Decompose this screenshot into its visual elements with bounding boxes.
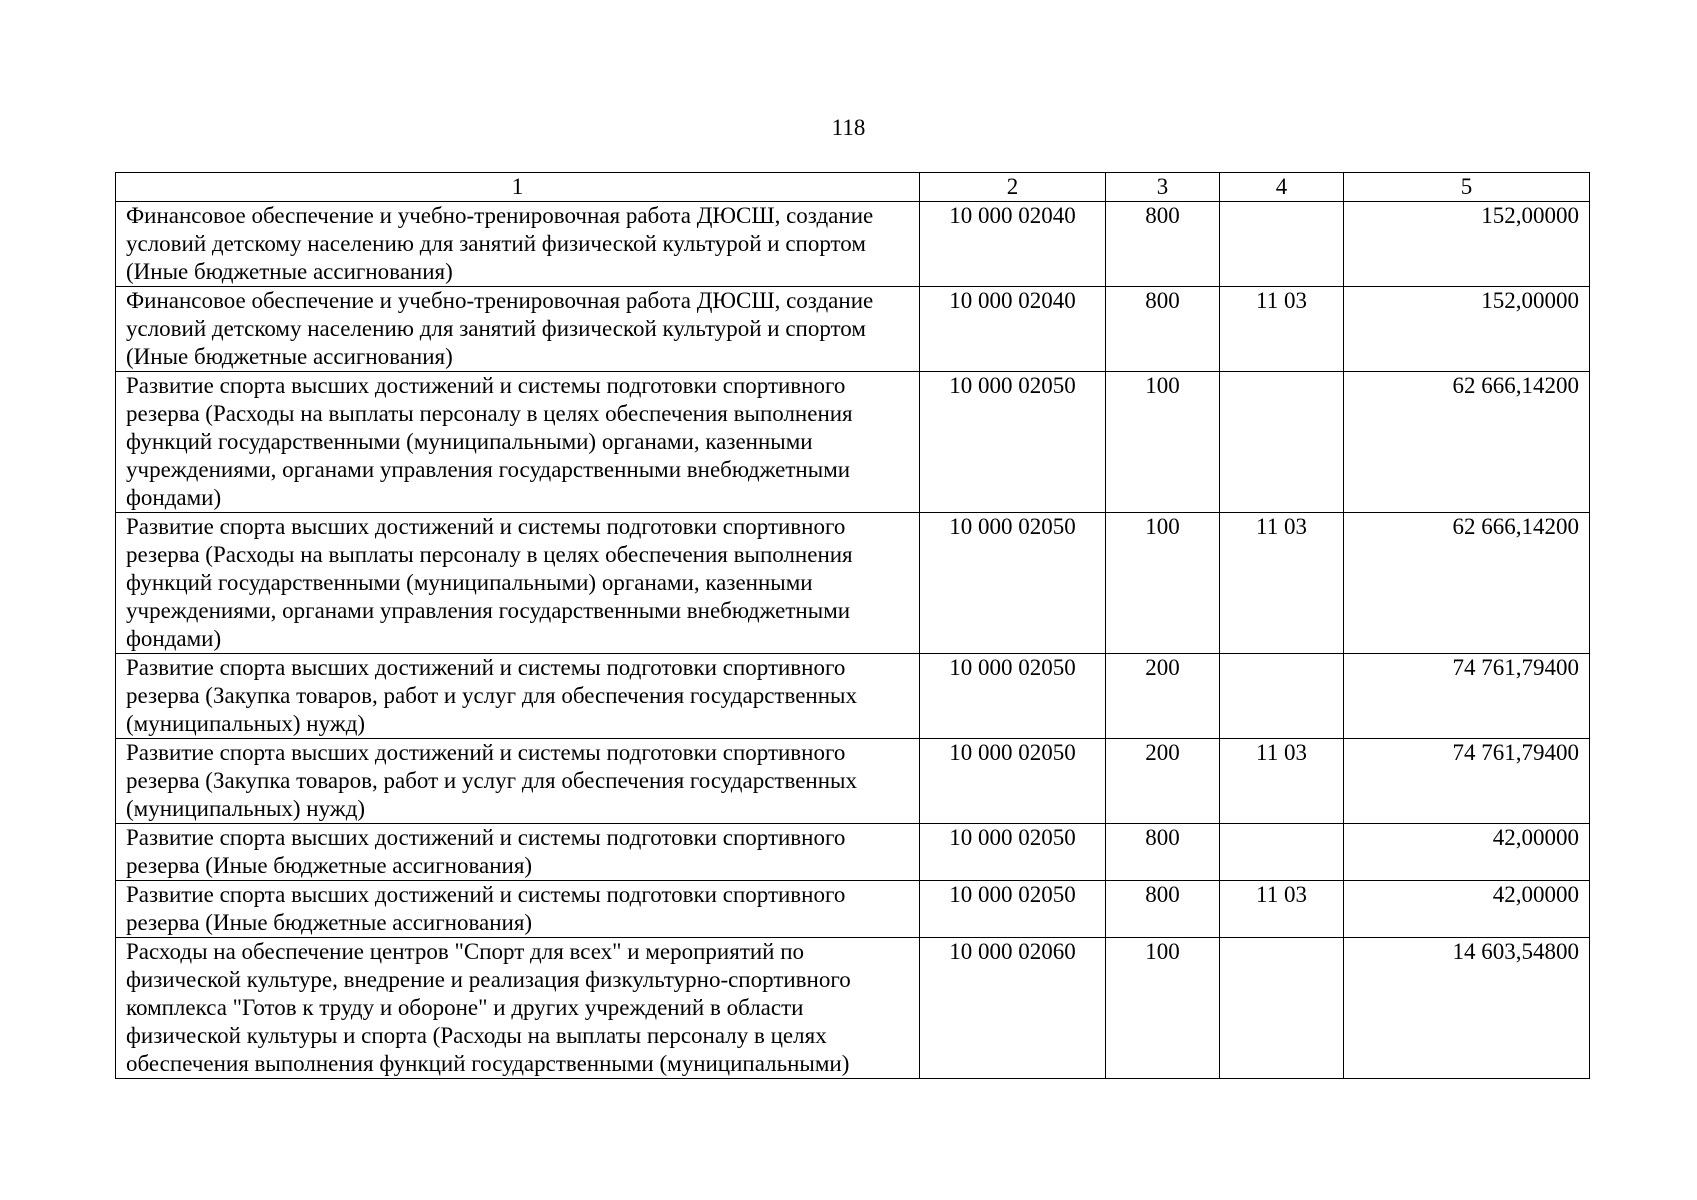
row-description: Финансовое обеспечение и учебно-тренировочная работа ДЮСШ, создание условий детскому населению для занятий физической культурой и спортом (Иные бюджетные ассигнования) bbox=[116, 202, 920, 287]
row-expense-type: 200 bbox=[1106, 654, 1220, 739]
header-row bbox=[116, 173, 1590, 202]
table-row bbox=[116, 513, 1590, 654]
column-header-5: 5 bbox=[1344, 173, 1590, 202]
row-target-code: 10 000 02050 bbox=[920, 824, 1106, 881]
row-description: Развитие спорта высших достижений и системы подготовки спортивного резерва (Расходы на выплаты персоналу в целях обеспечения выполнения функций государственными (муниципальными) органами, казенными учреждениями, органами управления государственными внебюджетными фондами) bbox=[116, 372, 920, 513]
row-expense-type: 100 bbox=[1106, 372, 1220, 513]
page-number: 118 bbox=[831, 115, 866, 140]
row-expense-type: 200 bbox=[1106, 739, 1220, 824]
row-description: Расходы на обеспечение центров "Спорт для всех" и мероприятий по физической культуре, внедрение и реализация физкультурно-спортивного комплекса "Готов к труду и обороне" и других учреждений в области физической культуры и спорта (Расходы на выплаты персоналу в целях обеспечения выполнения функций государственными (муниципальными) bbox=[116, 938, 920, 1079]
table-row bbox=[116, 881, 1590, 938]
row-description: Развитие спорта высших достижений и системы подготовки спортивного резерва (Иные бюджетные ассигнования) bbox=[116, 881, 920, 938]
table-row bbox=[116, 938, 1590, 1079]
row-section: 11 03 bbox=[1220, 513, 1344, 654]
row-target-code: 10 000 02060 bbox=[920, 938, 1106, 1079]
row-section: 11 03 bbox=[1220, 287, 1344, 372]
table-row bbox=[116, 739, 1590, 824]
row-section: 11 03 bbox=[1220, 739, 1344, 824]
row-amount: 42,00000 bbox=[1344, 881, 1590, 938]
column-header-3: 3 bbox=[1106, 173, 1220, 202]
row-amount: 74 761,79400 bbox=[1344, 654, 1590, 739]
budget-table bbox=[115, 172, 1590, 1079]
row-target-code: 10 000 02050 bbox=[920, 881, 1106, 938]
row-expense-type: 800 bbox=[1106, 881, 1220, 938]
row-description: Развитие спорта высших достижений и системы подготовки спортивного резерва (Расходы на выплаты персоналу в целях обеспечения выполнения функций государственными (муниципальными) органами, казенными учреждениями, органами управления государственными внебюджетными фондами) bbox=[116, 513, 920, 654]
row-section bbox=[1220, 372, 1344, 513]
row-description: Финансовое обеспечение и учебно-тренировочная работа ДЮСШ, создание условий детскому населению для занятий физической культурой и спортом (Иные бюджетные ассигнования) bbox=[116, 287, 920, 372]
row-expense-type: 800 bbox=[1106, 287, 1220, 372]
row-description: Развитие спорта высших достижений и системы подготовки спортивного резерва (Закупка товаров, работ и услуг для обеспечения государственных (муниципальных) нужд) bbox=[116, 654, 920, 739]
column-header-4: 4 bbox=[1220, 173, 1344, 202]
row-amount: 74 761,79400 bbox=[1344, 739, 1590, 824]
row-target-code: 10 000 02050 bbox=[920, 372, 1106, 513]
row-amount: 42,00000 bbox=[1344, 824, 1590, 881]
row-section: 11 03 bbox=[1220, 881, 1344, 938]
table-row bbox=[116, 654, 1590, 739]
row-description: Развитие спорта высших достижений и системы подготовки спортивного резерва (Иные бюджетные ассигнования) bbox=[116, 824, 920, 881]
row-amount: 14 603,54800 bbox=[1344, 938, 1590, 1079]
row-expense-type: 100 bbox=[1106, 938, 1220, 1079]
row-expense-type: 800 bbox=[1106, 824, 1220, 881]
row-expense-type: 100 bbox=[1106, 513, 1220, 654]
row-target-code: 10 000 02050 bbox=[920, 739, 1106, 824]
row-target-code: 10 000 02050 bbox=[920, 654, 1106, 739]
row-target-code: 10 000 02040 bbox=[920, 287, 1106, 372]
row-amount: 152,00000 bbox=[1344, 202, 1590, 287]
table-row bbox=[116, 287, 1590, 372]
row-section bbox=[1220, 938, 1344, 1079]
column-header-2: 2 bbox=[920, 173, 1106, 202]
table-row bbox=[116, 824, 1590, 881]
row-target-code: 10 000 02040 bbox=[920, 202, 1106, 287]
row-section bbox=[1220, 202, 1344, 287]
row-amount: 152,00000 bbox=[1344, 287, 1590, 372]
row-section bbox=[1220, 654, 1344, 739]
table-row bbox=[116, 202, 1590, 287]
row-amount: 62 666,14200 bbox=[1344, 372, 1590, 513]
row-description: Развитие спорта высших достижений и системы подготовки спортивного резерва (Закупка товаров, работ и услуг для обеспечения государственных (муниципальных) нужд) bbox=[116, 739, 920, 824]
row-target-code: 10 000 02050 bbox=[920, 513, 1106, 654]
table-row bbox=[116, 372, 1590, 513]
row-expense-type: 800 bbox=[1106, 202, 1220, 287]
column-header-1: 1 bbox=[116, 173, 920, 202]
row-amount: 62 666,14200 bbox=[1344, 513, 1590, 654]
row-section bbox=[1220, 824, 1344, 881]
